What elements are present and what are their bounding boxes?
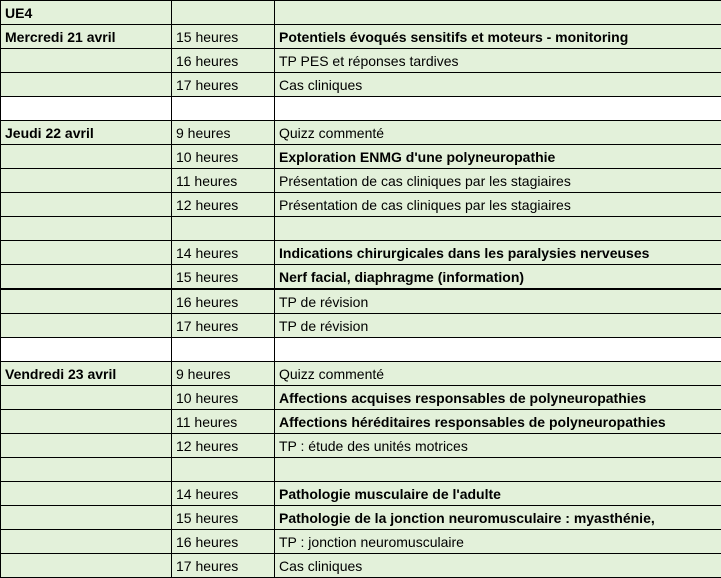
time-cell: 17 heures <box>172 554 275 578</box>
table-row <box>1 145 721 169</box>
time-cell: 17 heures <box>172 73 275 97</box>
time-cell: 16 heures <box>172 49 275 73</box>
empty-cell <box>275 338 721 362</box>
topic-cell: Exploration ENMG d'une polyneuropathie <box>275 145 721 169</box>
empty-cell <box>275 458 721 482</box>
topic-cell: Quizz commenté <box>275 362 721 386</box>
topic-cell: Potentiels évoqués sensitifs et moteurs - monitoring <box>275 25 721 49</box>
table-row <box>1 386 721 410</box>
empty-cell <box>1 145 172 169</box>
table-row <box>1 289 721 314</box>
empty-cell <box>275 97 721 121</box>
unit-label: UE4 <box>1 1 172 25</box>
table-row <box>1 241 721 265</box>
topic-cell: TP de révision <box>275 289 721 314</box>
table-row <box>1 49 721 73</box>
time-cell: 16 heures <box>172 289 275 314</box>
spacer-row <box>1 97 721 121</box>
topic-cell: Pathologie de la jonction neuromusculaire : myasthénie, <box>275 506 721 530</box>
topic-cell: TP : jonction neuromusculaire <box>275 530 721 554</box>
table-row <box>1 482 721 506</box>
lunch-break-row <box>1 217 721 241</box>
empty-cell <box>275 1 721 25</box>
empty-cell <box>1 241 172 265</box>
time-cell: 15 heures <box>172 265 275 290</box>
header-row <box>1 1 721 25</box>
empty-cell <box>172 217 275 241</box>
empty-cell <box>1 386 172 410</box>
time-cell: 17 heures <box>172 314 275 338</box>
table-row <box>1 193 721 217</box>
empty-cell <box>1 458 172 482</box>
empty-cell <box>1 289 172 314</box>
time-cell: 16 heures <box>172 530 275 554</box>
table-row <box>1 506 721 530</box>
table-row <box>1 169 721 193</box>
table-row <box>1 121 721 145</box>
topic-cell: TP de révision <box>275 314 721 338</box>
table-row <box>1 530 721 554</box>
table-row <box>1 362 721 386</box>
day-label: Jeudi 22 avril <box>1 121 172 145</box>
topic-cell: TP : étude des unités motrices <box>275 434 721 458</box>
empty-cell <box>1 314 172 338</box>
empty-cell <box>1 482 172 506</box>
topic-cell: Pathologie musculaire de l'adulte <box>275 482 721 506</box>
table-row <box>1 314 721 338</box>
empty-cell <box>172 1 275 25</box>
time-cell: 14 heures <box>172 482 275 506</box>
day-label: Mercredi 21 avril <box>1 25 172 49</box>
topic-cell: Affections héréditaires responsables de polyneuropathies <box>275 410 721 434</box>
empty-cell <box>1 506 172 530</box>
empty-cell <box>1 530 172 554</box>
empty-cell <box>1 73 172 97</box>
topic-cell: Affections acquises responsables de polyneuropathies <box>275 386 721 410</box>
topic-cell: Présentation de cas cliniques par les stagiaires <box>275 169 721 193</box>
time-cell: 10 heures <box>172 145 275 169</box>
time-cell: 15 heures <box>172 506 275 530</box>
empty-cell <box>1 193 172 217</box>
time-cell: 15 heures <box>172 25 275 49</box>
table-row <box>1 434 721 458</box>
empty-cell <box>1 265 172 290</box>
time-cell: 11 heures <box>172 410 275 434</box>
empty-cell <box>1 554 172 578</box>
empty-cell <box>1 169 172 193</box>
time-cell: 9 heures <box>172 121 275 145</box>
table-row <box>1 73 721 97</box>
time-cell: 12 heures <box>172 434 275 458</box>
empty-cell <box>1 338 172 362</box>
empty-cell <box>1 434 172 458</box>
empty-cell <box>172 458 275 482</box>
topic-cell: Quizz commenté <box>275 121 721 145</box>
table-row <box>1 265 721 290</box>
topic-cell: Cas cliniques <box>275 73 721 97</box>
empty-cell <box>172 97 275 121</box>
topic-cell: Nerf facial, diaphragme (information) <box>275 265 721 290</box>
time-cell: 9 heures <box>172 362 275 386</box>
table-row <box>1 410 721 434</box>
empty-cell <box>1 97 172 121</box>
empty-cell <box>1 217 172 241</box>
empty-cell <box>275 217 721 241</box>
time-cell: 12 heures <box>172 193 275 217</box>
topic-cell: Présentation de cas cliniques par les stagiaires <box>275 193 721 217</box>
topic-cell: Indications chirurgicales dans les paralysies nerveuses <box>275 241 721 265</box>
topic-cell: TP PES et réponses tardives <box>275 49 721 73</box>
empty-cell <box>172 338 275 362</box>
time-cell: 14 heures <box>172 241 275 265</box>
topic-cell: Cas cliniques <box>275 554 721 578</box>
lunch-break-row <box>1 458 721 482</box>
table-row <box>1 25 721 49</box>
empty-cell <box>1 49 172 73</box>
time-cell: 10 heures <box>172 386 275 410</box>
day-label: Vendredi 23 avril <box>1 362 172 386</box>
table-row <box>1 554 721 578</box>
spacer-row <box>1 338 721 362</box>
empty-cell <box>1 410 172 434</box>
time-cell: 11 heures <box>172 169 275 193</box>
